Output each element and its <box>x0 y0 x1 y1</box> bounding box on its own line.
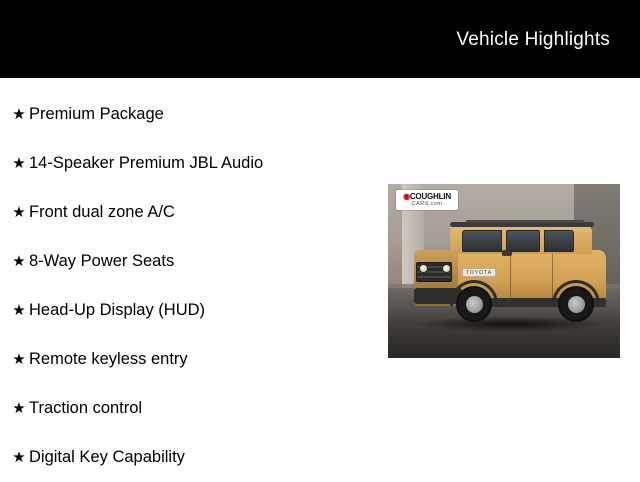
feature-label: Traction control <box>29 399 143 417</box>
star-icon: ★ <box>12 351 26 368</box>
list-item <box>0 433 380 482</box>
feature-label: 14-Speaker Premium JBL Audio <box>29 154 264 172</box>
suv-brand-plate: TOYOTA <box>462 268 496 277</box>
suv-rear-wheel <box>558 286 594 322</box>
star-icon: ★ <box>12 253 26 270</box>
suv-side-mirror <box>502 250 512 256</box>
list-item <box>0 188 380 237</box>
content-area <box>0 78 640 480</box>
suv-door-seam <box>510 254 511 302</box>
dealer-logo-name <box>403 193 451 201</box>
star-icon: ★ <box>12 106 26 123</box>
feature-label: 8-Way Power Seats <box>29 252 175 270</box>
suv-front-window <box>462 230 502 252</box>
list-item <box>0 384 380 433</box>
list-item <box>0 90 380 139</box>
feature-label: Remote keyless entry <box>29 350 188 368</box>
list-item <box>0 237 380 286</box>
dealer-logo-subtitle: CARS.com <box>411 200 443 207</box>
feature-list <box>0 78 380 482</box>
dealer-logo-mark: ◉ <box>403 191 410 201</box>
suv-mid-window <box>506 230 540 252</box>
suv-front-wheel <box>456 286 492 322</box>
suv-headlight-right <box>442 264 451 273</box>
feature-label: Head-Up Display (HUD) <box>29 301 206 319</box>
page-title: Vehicle Highlights <box>456 29 610 50</box>
dealer-logo-text: COUGHLIN <box>409 191 451 201</box>
suv-roof-rail <box>466 220 584 223</box>
suv-rear-window <box>544 230 574 252</box>
list-item <box>0 335 380 384</box>
suv-illustration <box>406 212 612 334</box>
feature-label: Premium Package <box>29 105 164 123</box>
header-bar <box>0 0 640 78</box>
list-item <box>0 286 380 335</box>
dealer-logo <box>396 190 458 210</box>
vehicle-photo <box>388 184 620 358</box>
star-icon: ★ <box>12 155 26 172</box>
suv-headlight-left <box>419 264 428 273</box>
star-icon: ★ <box>12 400 26 417</box>
feature-label: Front dual zone A/C <box>29 203 175 221</box>
list-item <box>0 139 380 188</box>
feature-label: Digital Key Capability <box>29 448 185 466</box>
star-icon: ★ <box>12 449 26 466</box>
star-icon: ★ <box>12 302 26 319</box>
star-icon: ★ <box>12 204 26 221</box>
